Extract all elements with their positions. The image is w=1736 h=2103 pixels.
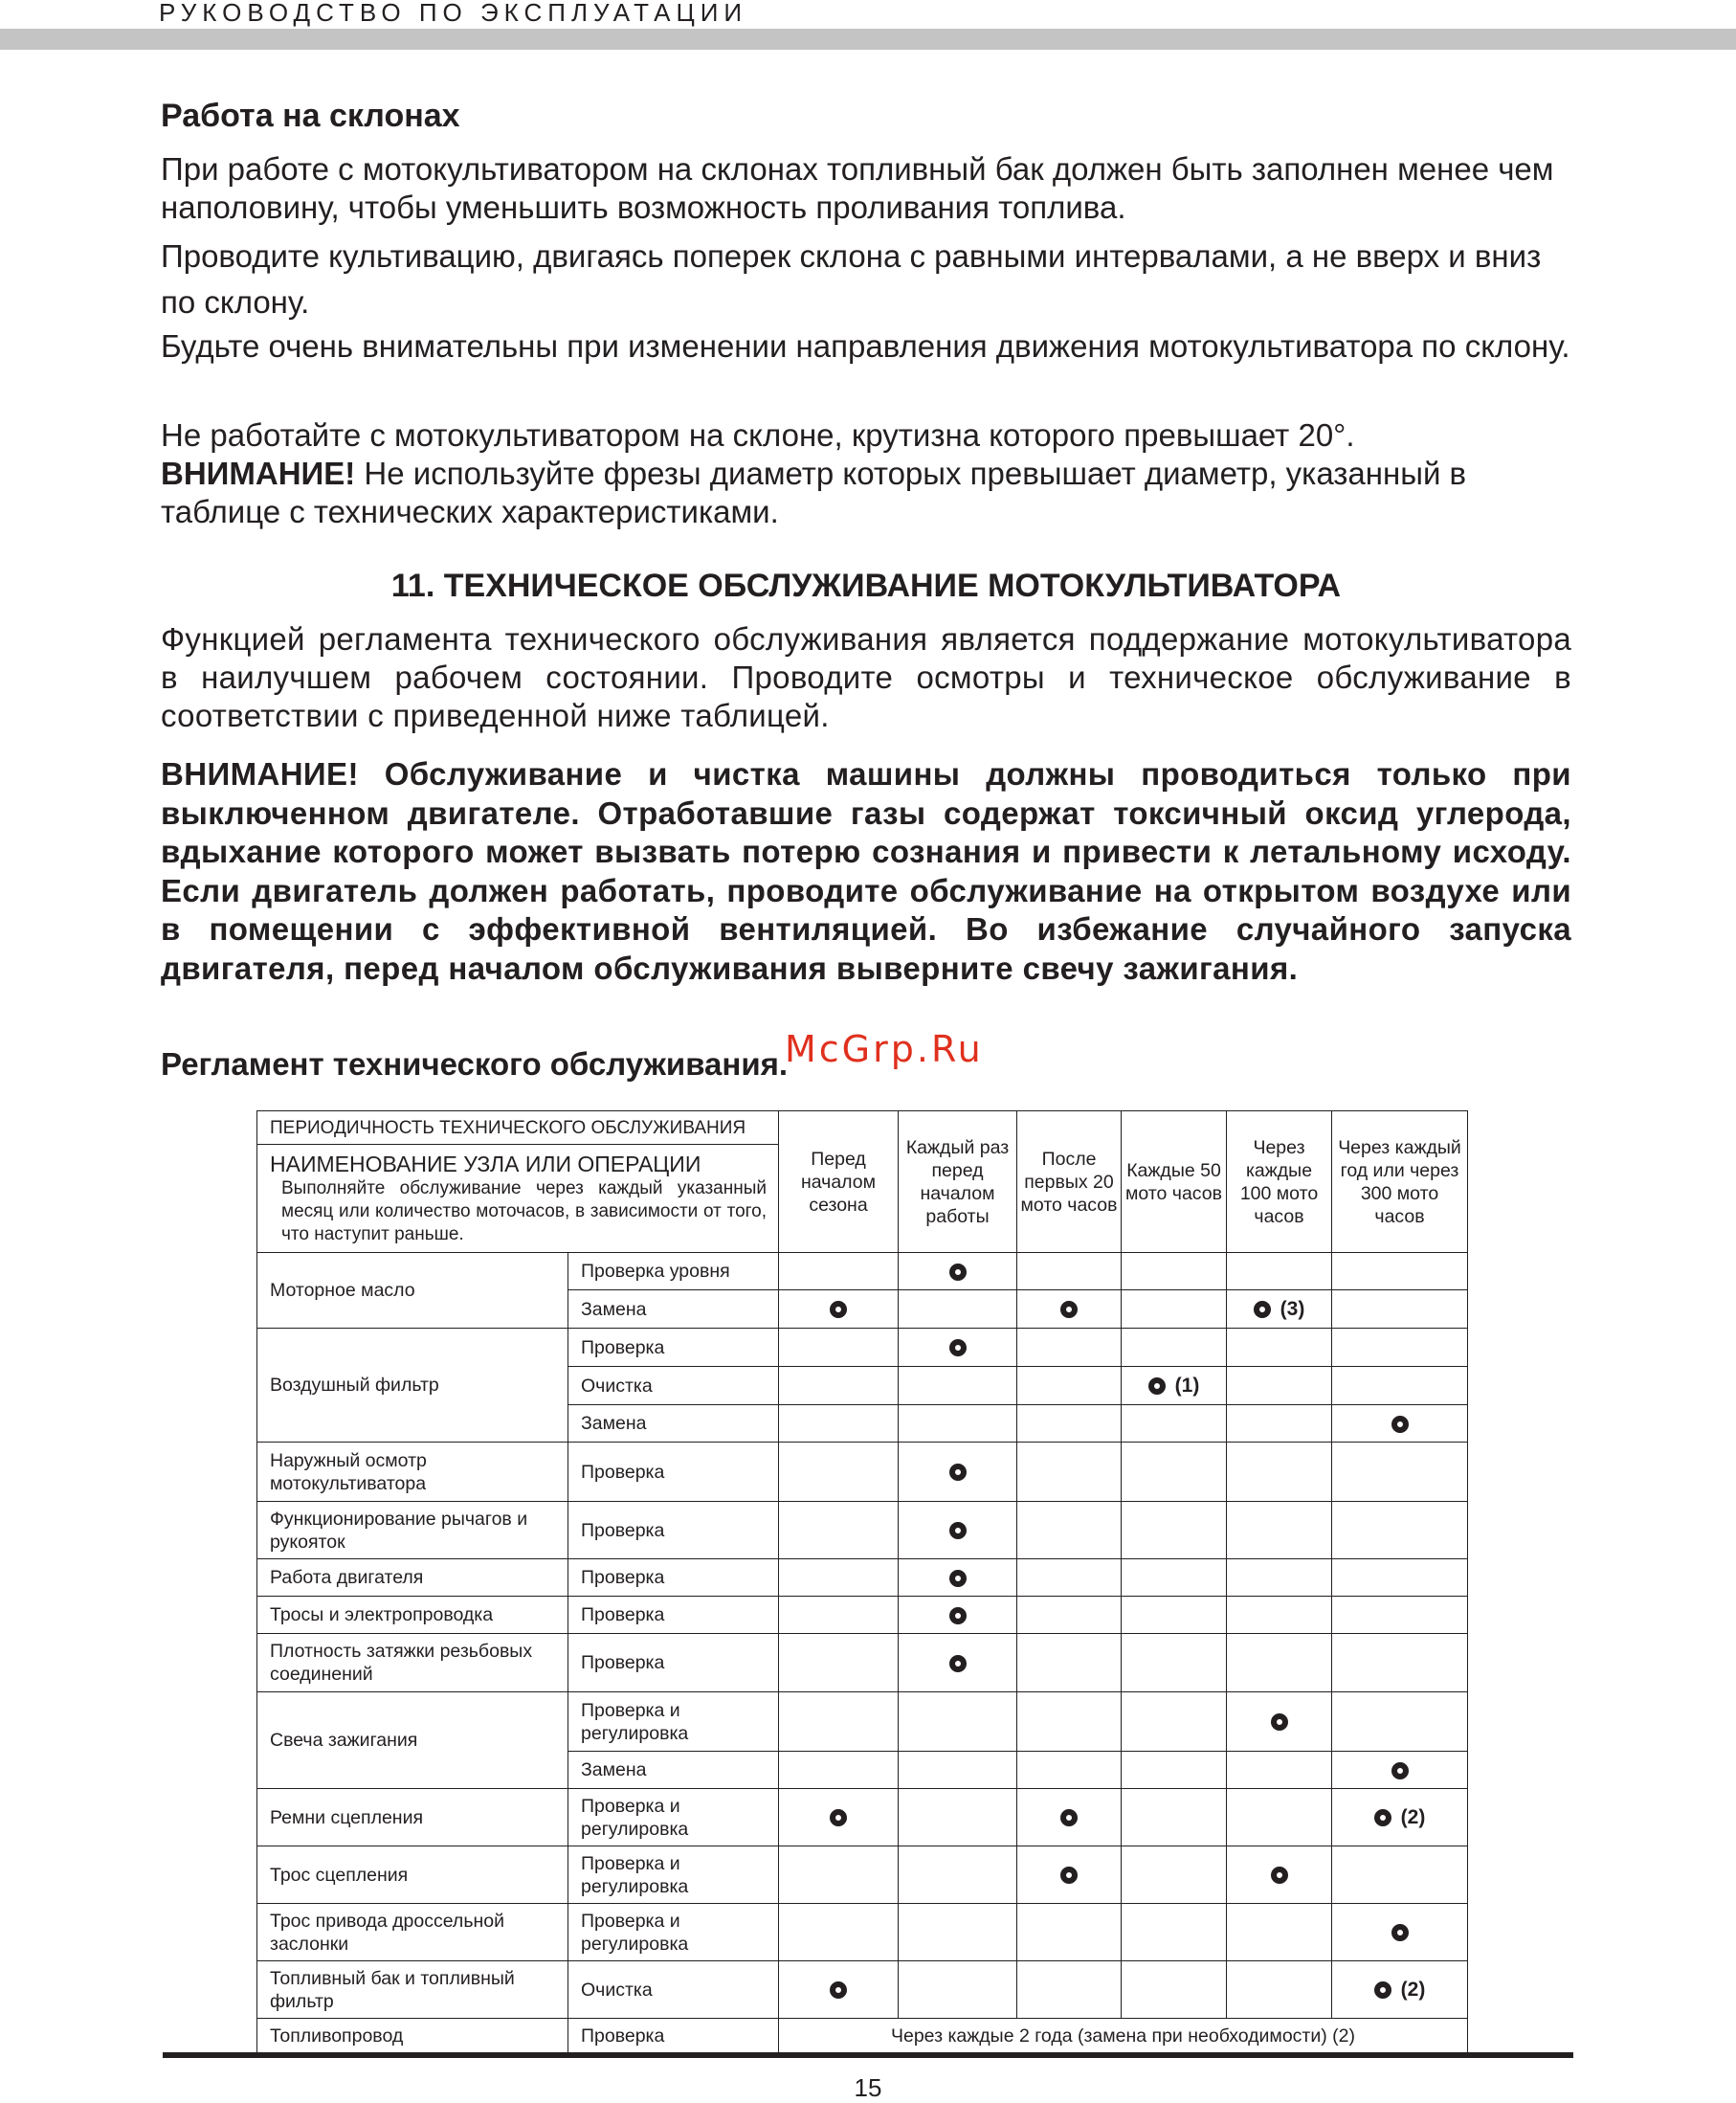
slopes-paragraph-3: Будьте очень внимательны при изменении направления движения мотокультиватора по склону. bbox=[161, 328, 1570, 364]
service-mark-icon bbox=[1060, 1809, 1078, 1826]
service-mark-icon bbox=[1254, 1301, 1271, 1318]
operation: Проверка bbox=[568, 1597, 779, 1634]
unit-name: Плотность затяжки резьбовых соединений bbox=[257, 1634, 568, 1692]
service-mark-icon bbox=[1374, 1809, 1391, 1826]
operation: Проверка и регулировка bbox=[568, 1904, 779, 1961]
unit-name: Моторное масло bbox=[257, 1253, 568, 1329]
service-mark-icon bbox=[949, 1339, 967, 1356]
header-title: РУКОВОДСТВО ПО ЭКСПЛУАТАЦИИ bbox=[159, 0, 748, 27]
periodicity-label: ПЕРИОДИЧНОСТЬ ТЕХНИЧЕСКОГО ОБСЛУЖИВАНИЯ bbox=[257, 1111, 778, 1145]
header-bar bbox=[0, 29, 1736, 50]
table-row bbox=[257, 1789, 1468, 1846]
unit-name: Работа двигателя bbox=[257, 1559, 568, 1597]
service-mark-icon bbox=[830, 1301, 847, 1318]
service-mark-icon bbox=[949, 1464, 967, 1481]
footnote-ref: (2) bbox=[1400, 1978, 1426, 2001]
slopes-heading: Работа на склонах bbox=[161, 98, 460, 134]
service-mark-icon bbox=[830, 1809, 847, 1826]
column-header: Через каждый год или через 300 мото часов bbox=[1332, 1111, 1468, 1253]
service-mark-icon bbox=[1374, 1981, 1391, 1999]
unit-name: Топливопровод bbox=[257, 2019, 568, 2053]
unit-name: Воздушный фильтр bbox=[257, 1329, 568, 1443]
unit-name: Трос сцепления bbox=[257, 1846, 568, 1904]
slopes-warning-text: Не используйте фрезы диаметр которых превышает диаметр, указанный в таблице с технических характеристиками. bbox=[161, 456, 1467, 529]
service-mark-icon bbox=[949, 1264, 967, 1281]
service-mark-icon bbox=[830, 1981, 847, 1999]
table-row bbox=[257, 1253, 1468, 1290]
fuel-line-note: Через каждые 2 года (замена при необходимости) (2) bbox=[779, 2019, 1468, 2053]
table-row bbox=[257, 2019, 1468, 2053]
page-number: 15 bbox=[854, 2073, 882, 2102]
table-row bbox=[257, 1443, 1468, 1502]
slopes-paragraph-2: Проводите культивацию, двигаясь поперек склона с равными интервалами, а не вверх и вниз по склону. bbox=[161, 238, 1542, 320]
slopes-warning bbox=[161, 455, 1571, 531]
operation: Замена bbox=[568, 1290, 779, 1329]
column-header: Перед началом сезона bbox=[779, 1111, 899, 1253]
column-header: Каждый раз перед началом работы bbox=[899, 1111, 1017, 1253]
unit-name: Ремни сцепления bbox=[257, 1789, 568, 1846]
footnote-ref: (2) bbox=[1400, 1805, 1426, 1828]
schedule-hint: Выполняйте обслуживание через каждый указанный месяц или количество моточасов, в зависимости от того, что наступит раньше. bbox=[281, 1178, 767, 1244]
operation: Проверка bbox=[568, 1559, 779, 1597]
unit-name: Наружный осмотр мотокультиватора bbox=[257, 1443, 568, 1502]
service-mark-icon bbox=[949, 1570, 967, 1587]
table-row bbox=[257, 1904, 1468, 1961]
unit-name-label: НАИМЕНОВАНИЕ УЗЛА ИЛИ ОПЕРАЦИИ bbox=[270, 1152, 701, 1176]
section-intro: Функцией регламента технического обслуживания является поддержание мотокультиватора в наилучшем рабочем состоянии. Проводите осмотры и техническое обслуживание в соответствии с приведенной ниже таблицей. bbox=[161, 621, 1571, 733]
table-row bbox=[257, 1597, 1468, 1634]
table-row bbox=[257, 1559, 1468, 1597]
unit-name: Трос привода дроссельной заслонки bbox=[257, 1904, 568, 1961]
schedule-heading: Регламент технического обслуживания. bbox=[161, 1046, 789, 1082]
service-mark-icon bbox=[1271, 1867, 1288, 1884]
table-row bbox=[257, 1961, 1468, 2019]
unit-name: Функционирование рычагов и рукояток bbox=[257, 1502, 568, 1559]
slopes-warning-label: ВНИМАНИЕ! bbox=[161, 456, 356, 491]
operation: Проверка bbox=[568, 2019, 779, 2053]
table-row bbox=[257, 1846, 1468, 1904]
operation: Проверка bbox=[568, 1502, 779, 1559]
table-row bbox=[257, 1502, 1468, 1559]
footnote-ref: (3) bbox=[1280, 1297, 1305, 1320]
section-warning: ВНИМАНИЕ! Обслуживание и чистка машины должны проводиться только при выключенном двигателе. Отработавшие газы содержат токсичный оксид углерода, вдыхание которого может вызвать потерю сознания и привести к летальному исходу. Если двигатель должен работать, проводите обслуживание на открытом воздухе или в помещении с эффективной вентиляцией. Во избежание случайного запуска двигателя, перед началом обслуживания выверните свечу зажигания. bbox=[161, 756, 1571, 986]
service-mark-icon bbox=[949, 1522, 967, 1539]
bottom-rule bbox=[163, 2052, 1573, 2058]
operation: Очистка bbox=[568, 1961, 779, 2019]
table-row bbox=[257, 1329, 1468, 1367]
operation: Проверка уровня bbox=[568, 1253, 779, 1290]
operation: Проверка и регулировка bbox=[568, 1692, 779, 1752]
operation: Проверка и регулировка bbox=[568, 1846, 779, 1904]
service-mark-icon bbox=[1271, 1713, 1288, 1731]
operation: Очистка bbox=[568, 1367, 779, 1405]
slopes-paragraph-4: Не работайте с мотокультиватором на склоне, крутизна которого превышает 20°. bbox=[161, 417, 1355, 453]
section-title: 11. ТЕХНИЧЕСКОЕ ОБСЛУЖИВАНИЕ МОТОКУЛЬТИВАТОРА bbox=[390, 568, 1342, 604]
table-row bbox=[257, 1692, 1468, 1752]
service-mark-icon bbox=[949, 1655, 967, 1672]
watermark: McGrp.Ru bbox=[785, 1028, 984, 1070]
operation: Проверка bbox=[568, 1634, 779, 1692]
unit-name: Топливный бак и топливный фильтр bbox=[257, 1961, 568, 2019]
table-header-cell bbox=[257, 1111, 779, 1253]
service-mark-icon bbox=[1391, 1762, 1409, 1779]
footnote-ref: (1) bbox=[1174, 1374, 1200, 1397]
operation: Проверка bbox=[568, 1329, 779, 1367]
service-mark-icon bbox=[1060, 1301, 1078, 1318]
unit-name: Свеча зажигания bbox=[257, 1692, 568, 1789]
operation: Проверка и регулировка bbox=[568, 1789, 779, 1846]
maintenance-schedule-table bbox=[256, 1110, 1468, 2053]
column-header: Каждые 50 мото часов bbox=[1122, 1111, 1227, 1253]
service-mark-icon bbox=[1060, 1867, 1078, 1884]
table-row bbox=[257, 1634, 1468, 1692]
operation: Проверка bbox=[568, 1443, 779, 1502]
unit-name: Тросы и электропроводка bbox=[257, 1597, 568, 1634]
column-header: Через каждые 100 мото часов bbox=[1227, 1111, 1332, 1253]
service-mark-icon bbox=[1148, 1377, 1166, 1395]
service-mark-icon bbox=[1391, 1924, 1409, 1941]
operation: Замена bbox=[568, 1405, 779, 1443]
operation: Замена bbox=[568, 1752, 779, 1789]
slopes-paragraph-1: При работе с мотокультиватором на склонах топливный бак должен быть заполнен менее чем наполовину, чтобы уменьшить возможность проливания топлива. bbox=[161, 151, 1554, 225]
service-mark-icon bbox=[1391, 1416, 1409, 1433]
column-header: После первых 20 мото часов bbox=[1017, 1111, 1122, 1253]
service-mark-icon bbox=[949, 1607, 967, 1624]
